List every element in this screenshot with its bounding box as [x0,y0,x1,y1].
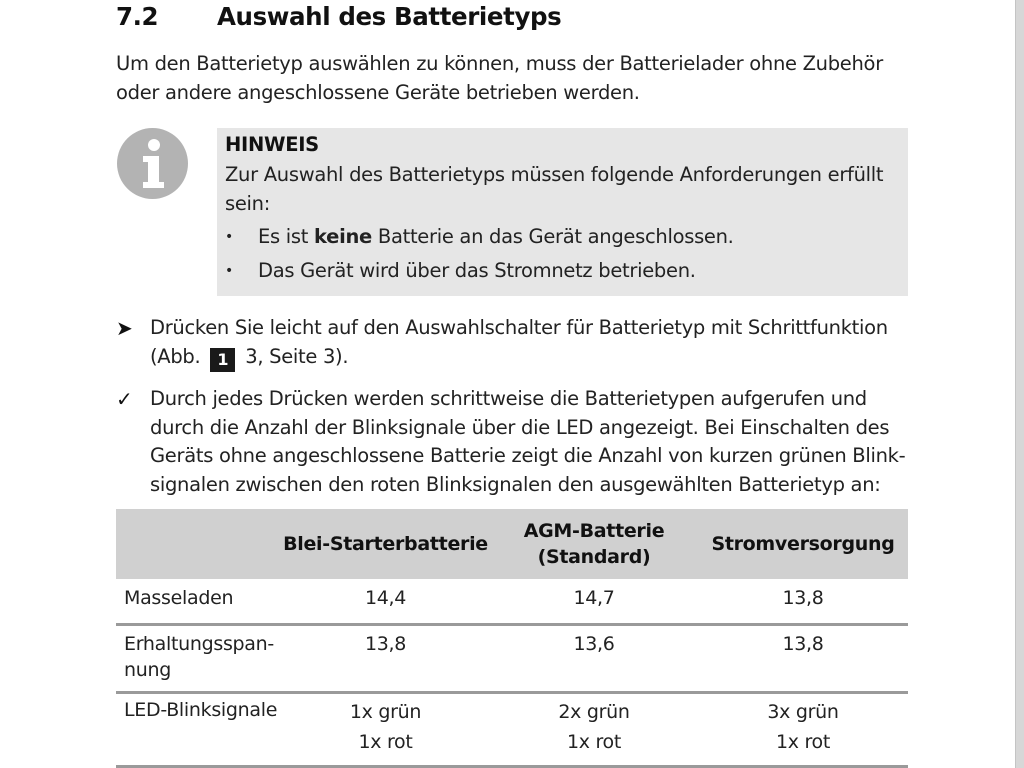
action-text [150,314,910,372]
table-cell: 13,8 [698,625,908,693]
table-row [116,579,908,625]
table-header-cell: Blei-Starterbatterie [281,509,490,579]
table-header-cell [490,509,698,579]
action-text-part: (Abb. [150,344,207,368]
header-line: (Standard) [537,546,651,568]
table-header-row [116,509,908,579]
section-number: 7.2 [116,2,159,31]
action-line [150,343,910,372]
table-header-cell: Stromversorgung [698,509,908,579]
result-line: durch die Anzahl der Blinksignale über die LED angezeigt. Bei Einschalten des [150,415,890,439]
table-cell: 13,8 [698,579,908,625]
cell-line: 1x rot [566,731,622,753]
notice-text-line: sein: [225,191,271,215]
cell-line: 3x grün [767,701,839,723]
battery-type-table [116,509,908,768]
bullet-emphasis: keine [314,225,372,248]
arrow-marker-icon: ➤ [116,316,133,340]
table-row [116,693,908,767]
notice-title: HINWEIS [225,133,319,156]
row-label: LED-Blinksignale [116,693,281,767]
notice-box [217,128,908,296]
bullet-dot: • [225,229,233,245]
intro-line: Um den Batterietyp auswählen zu können, muss der Batterielader ohne Zubehör [116,52,883,75]
result-line: Geräts ohne angeschlossene Batterie zeigt die Anzahl von kurzen grünen Blink- [150,444,906,467]
table-row [116,625,908,693]
notice-text-line: Zur Auswahl des Batterietyps müssen folgende Anforderungen erfüllt [225,163,884,186]
table-cell: 14,7 [490,579,698,625]
cell-line: 1x rot [358,731,413,753]
cell-line: 1x grün [349,701,422,723]
intro-paragraph [116,50,906,107]
section-heading [116,2,561,31]
header-line: AGM-Batterie [523,520,665,542]
result-line: Durch jedes Drücken werden schrittweise die Batterietypen aufgerufen und [150,387,867,410]
intro-line: oder andere angeschlossene Geräte betrieben werden. [116,80,640,104]
table-cell: 13,8 [281,625,490,693]
row-label-line: Erhaltungsspan- [124,633,274,655]
row-label-line: nung [124,659,171,681]
table-cell [698,693,908,767]
notice-bullet [225,259,696,282]
notice-text [225,161,895,218]
action-line: Drücken Sie leicht auf den Auswahlschalter für Batterietyp mit Schrittfunktion [150,316,888,339]
table-cell [281,693,490,767]
bullet-dot: • [225,263,233,279]
action-text-part: 3, Seite 3). [239,344,349,368]
bullet-text: Das Gerät wird über das Stromnetz betrieben. [258,259,696,282]
info-icon [117,128,188,199]
row-label [116,625,281,693]
checkmark-icon: ✓ [116,387,133,411]
bullet-text: Es ist [258,225,315,248]
result-text [150,385,910,499]
notice-bullet [225,225,734,248]
result-line: signalen zwischen den roten Blinksignalen den ausgewählten Batterietyp an: [150,472,881,496]
row-label: Masseladen [116,579,281,625]
cell-line: 1x rot [775,731,831,753]
table-cell: 14,4 [281,579,490,625]
table-header-cell [116,509,281,579]
bullet-text: Batterie an das Gerät angeschlossen. [371,225,734,248]
cell-line: 2x grün [558,701,630,723]
table-cell: 13,6 [490,625,698,693]
section-title: Auswahl des Batterietyps [217,2,562,31]
page-edge [1016,0,1024,768]
figure-reference-badge: 1 [210,348,235,372]
table-cell [490,693,698,767]
